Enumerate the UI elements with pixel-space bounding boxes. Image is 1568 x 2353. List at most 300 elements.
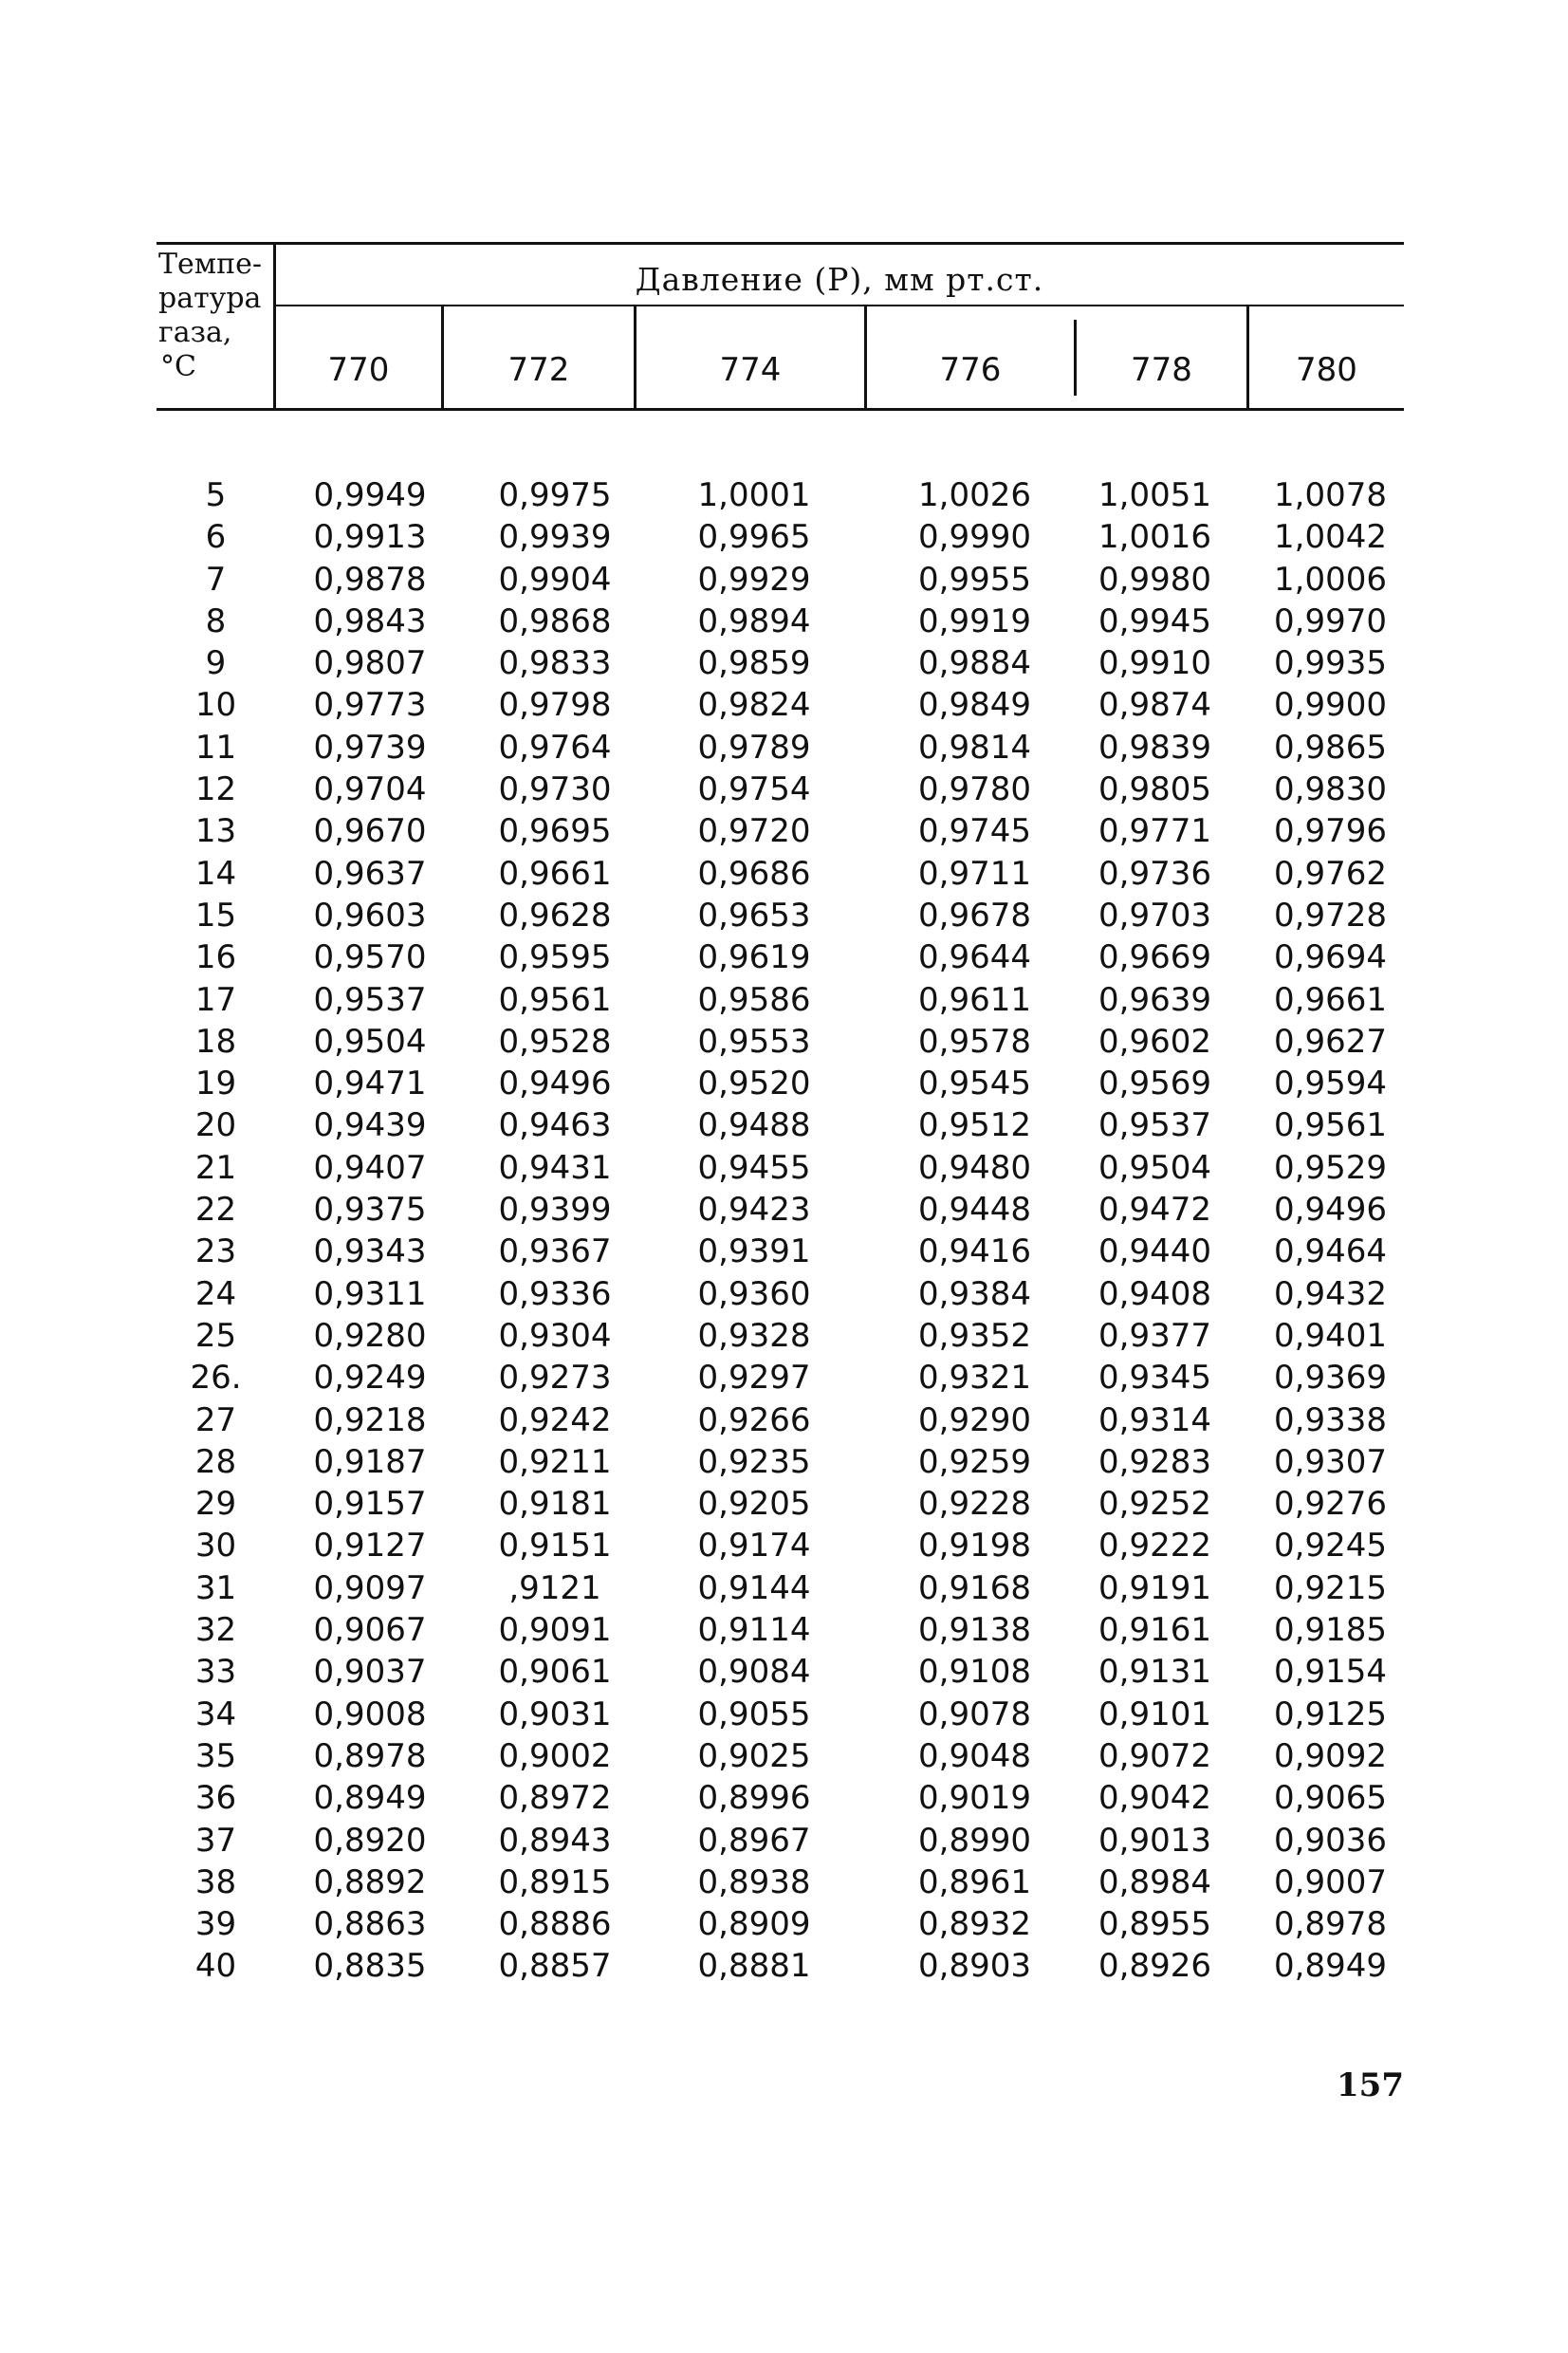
value-cell: 0,9235: [697, 1442, 811, 1481]
value-cell: 0,8915: [498, 1862, 612, 1901]
value-cell: 0,9878: [313, 560, 427, 599]
value-cell: 0,9127: [313, 1527, 427, 1566]
value-cell: 0,9101: [1098, 1695, 1211, 1733]
value-cell: 0,8990: [918, 1821, 1031, 1860]
value-cell: 0,9360: [697, 1274, 811, 1313]
table-row: [157, 769, 1404, 810]
value-cell: 0,9252: [1098, 1485, 1211, 1524]
value-cell: 0,9108: [918, 1653, 1031, 1692]
value-cell: 0,9439: [313, 1106, 427, 1145]
table-row: [157, 853, 1404, 895]
value-cell: 0,9198: [918, 1527, 1031, 1566]
value-cell: 0,9594: [1274, 1065, 1387, 1103]
value-cell: 0,9168: [918, 1568, 1031, 1607]
value-cell: 0,9739: [313, 728, 427, 767]
table-row: [157, 1104, 1404, 1146]
value-cell: 0,9910: [1098, 644, 1211, 683]
value-cell: 0,9471: [313, 1065, 427, 1103]
table-row: [157, 1777, 1404, 1819]
value-cell: 0,8943: [498, 1821, 612, 1860]
value-cell: 0,9569: [1098, 1065, 1211, 1103]
value-cell: 0,9290: [918, 1400, 1031, 1439]
temperature-cell: 32: [194, 1611, 237, 1650]
value-cell: 0,9970: [1274, 602, 1387, 640]
value-cell: 0,9545: [918, 1065, 1031, 1103]
value-cell: 0,9537: [313, 980, 427, 1019]
table-row: [157, 1945, 1404, 1987]
table-row: [157, 516, 1404, 558]
value-cell: 0,9273: [498, 1359, 612, 1398]
value-cell: 0,8886: [498, 1905, 612, 1944]
value-cell: 0,9025: [697, 1736, 811, 1775]
value-cell: 0,9695: [498, 812, 612, 851]
temperature-cell: 40: [194, 1947, 237, 1986]
column-header-774: 774: [719, 351, 782, 389]
table-row: [157, 474, 1404, 516]
value-cell: 0,9627: [1274, 1022, 1387, 1061]
value-cell: 0,9805: [1098, 770, 1211, 809]
value-cell: 0,9205: [697, 1485, 811, 1524]
value-cell: 0,8909: [697, 1905, 811, 1944]
value-cell: 0,9399: [498, 1191, 612, 1230]
value-cell: 0,9181: [498, 1485, 612, 1524]
value-cell: 0,9407: [313, 1148, 427, 1187]
value-cell: 0,9384: [918, 1274, 1031, 1313]
value-cell: 0,9603: [313, 896, 427, 935]
value-cell: 0,9504: [1098, 1148, 1211, 1187]
value-cell: 0,9807: [313, 644, 427, 683]
value-cell: 0,9408: [1098, 1274, 1211, 1313]
value-cell: 0,9661: [1274, 980, 1387, 1019]
temperature-cell: 29: [194, 1485, 237, 1524]
value-cell: 0,9431: [498, 1148, 612, 1187]
temperature-cell: 9: [205, 644, 227, 683]
value-cell: 0,9900: [1274, 686, 1387, 725]
column-header-770: 770: [327, 351, 390, 389]
value-cell: 0,8892: [313, 1862, 427, 1901]
value-cell: 0,9694: [1274, 938, 1387, 977]
value-cell: 0,9321: [918, 1359, 1031, 1398]
value-cell: 0,8938: [697, 1862, 811, 1901]
value-cell: 0,9211: [498, 1442, 612, 1481]
value-cell: 0,9061: [498, 1653, 612, 1692]
value-cell: 0,9242: [498, 1400, 612, 1439]
value-cell: 0,9955: [918, 560, 1031, 599]
value-cell: 0,9814: [918, 728, 1031, 767]
value-cell: 1,0051: [1098, 476, 1211, 514]
value-cell: 0,8903: [918, 1947, 1031, 1986]
value-cell: 0,8978: [313, 1736, 427, 1775]
value-cell: 0,8932: [918, 1905, 1031, 1944]
value-cell: 0,8863: [313, 1905, 427, 1944]
value-cell: 0,9670: [313, 812, 427, 851]
value-cell: 0,9537: [1098, 1106, 1211, 1145]
table-row: [157, 1862, 1404, 1903]
value-cell: 0,9520: [697, 1065, 811, 1103]
value-cell: 0,9639: [1098, 980, 1211, 1019]
value-cell: 0,9736: [1098, 854, 1211, 893]
value-cell: 0,9311: [313, 1274, 427, 1313]
table-row: [157, 559, 1404, 601]
temperature-cell: 33: [194, 1653, 237, 1692]
value-cell: 0,9586: [697, 980, 811, 1019]
value-cell: 0,9661: [498, 854, 612, 893]
value-cell: 0,9008: [313, 1695, 427, 1733]
value-cell: 0,9874: [1098, 686, 1211, 725]
value-cell: 0,9773: [313, 686, 427, 725]
value-cell: 0,9913: [313, 518, 427, 557]
column-header-780: 780: [1296, 351, 1357, 389]
value-cell: 0,9512: [918, 1106, 1031, 1145]
temperature-cell: 5: [205, 476, 227, 514]
column-header-772: 772: [507, 351, 570, 389]
table-body: [157, 474, 1404, 1988]
value-cell: 0,9561: [1274, 1106, 1387, 1145]
temperature-cell: 36: [194, 1779, 237, 1818]
value-cell: 0,9375: [313, 1191, 427, 1230]
value-cell: 0,9154: [1274, 1653, 1387, 1692]
value-cell: 0,9728: [1274, 896, 1387, 935]
value-cell: 0,9935: [1274, 644, 1387, 683]
value-cell: 0,9072: [1098, 1736, 1211, 1775]
value-cell: 0,9048: [918, 1736, 1031, 1775]
value-cell: 1,0006: [1274, 560, 1387, 599]
value-cell: 0,9602: [1098, 1022, 1211, 1061]
value-cell: 0,9833: [498, 644, 612, 683]
value-cell: 0,9839: [1098, 728, 1211, 767]
value-cell: 0,8996: [697, 1779, 811, 1818]
temperature-cell: 22: [194, 1191, 237, 1230]
temperature-cell: 12: [194, 770, 237, 809]
temperature-cell: 31: [194, 1568, 237, 1607]
temperature-cell: 15: [194, 896, 237, 935]
stub-header-line-1: Темпе-: [158, 248, 262, 281]
temperature-cell: 23: [194, 1232, 237, 1271]
value-cell: 1,0026: [918, 476, 1031, 514]
value-cell: 0,9031: [498, 1695, 612, 1733]
value-cell: 0,9669: [1098, 938, 1211, 977]
value-cell: 0,9480: [918, 1148, 1031, 1187]
table-row: [157, 1567, 1404, 1609]
temperature-cell: 21: [194, 1148, 237, 1187]
value-cell: 0,8881: [697, 1947, 811, 1986]
value-cell: 0,9703: [1098, 896, 1211, 935]
value-cell: 0,9764: [498, 728, 612, 767]
value-cell: 0,9259: [918, 1442, 1031, 1481]
table-row: [157, 1820, 1404, 1862]
value-cell: 0,9191: [1098, 1568, 1211, 1607]
value-cell: 0,9780: [918, 770, 1031, 809]
value-cell: 0,9894: [697, 602, 811, 640]
value-cell: 0,9745: [918, 812, 1031, 851]
value-cell: 0,9611: [918, 980, 1031, 1019]
value-cell: 0,9297: [697, 1359, 811, 1398]
value-cell: 0,9432: [1274, 1274, 1387, 1313]
table-row: [157, 727, 1404, 769]
value-cell: 1,0001: [697, 476, 811, 514]
value-cell: 0,9078: [918, 1695, 1031, 1733]
value-cell: 0,9463: [498, 1106, 612, 1145]
temperature-cell: 18: [194, 1022, 237, 1061]
value-cell: 0,8967: [697, 1821, 811, 1860]
value-cell: 0,9771: [1098, 812, 1211, 851]
value-cell: 0,9720: [697, 812, 811, 851]
value-cell: 0,9013: [1098, 1821, 1211, 1860]
value-cell: 0,9401: [1274, 1316, 1387, 1355]
value-cell: 0,9222: [1098, 1527, 1211, 1566]
value-cell: 0,8949: [1274, 1947, 1387, 1986]
value-cell: 0,9002: [498, 1736, 612, 1775]
table-row: [157, 1651, 1404, 1693]
value-cell: 0,9283: [1098, 1442, 1211, 1481]
value-cell: 0,9338: [1274, 1400, 1387, 1439]
table-row: [157, 1021, 1404, 1063]
table-row: [157, 1483, 1404, 1525]
temperature-cell: 35: [194, 1736, 237, 1775]
value-cell: 0,9218: [313, 1400, 427, 1439]
table-row: [157, 1609, 1404, 1651]
value-cell: 0,8857: [498, 1947, 612, 1986]
value-cell: 0,9097: [313, 1568, 427, 1607]
value-cell: 0,9065: [1274, 1779, 1387, 1818]
value-cell: 0,9929: [697, 560, 811, 599]
table-row: [157, 1735, 1404, 1777]
value-cell: 0,9975: [498, 476, 612, 514]
value-cell: 0,9730: [498, 770, 612, 809]
table-row: [157, 1315, 1404, 1357]
value-cell: 0,8984: [1098, 1862, 1211, 1901]
temperature-cell: 20: [194, 1106, 237, 1145]
value-cell: 0,9965: [697, 518, 811, 557]
header-top-rule: [157, 242, 1404, 245]
value-cell: 0,9678: [918, 896, 1031, 935]
value-cell: 0,9131: [1098, 1653, 1211, 1692]
value-cell: 0,9949: [313, 476, 427, 514]
value-cell: 0,9868: [498, 602, 612, 640]
temperature-cell: 39: [194, 1905, 237, 1944]
temperature-cell: 10: [194, 686, 237, 725]
temperature-cell: 28: [194, 1442, 237, 1481]
table-row: [157, 936, 1404, 978]
temperature-cell: 7: [205, 560, 227, 599]
value-cell: 0,9945: [1098, 602, 1211, 640]
value-cell: 0,8955: [1098, 1905, 1211, 1944]
table-header: [157, 242, 1404, 411]
value-cell: 0,9619: [697, 938, 811, 977]
value-cell: 0,9762: [1274, 854, 1387, 893]
value-cell: 0,9423: [697, 1191, 811, 1230]
table-row: [157, 684, 1404, 726]
temperature-cell: 17: [194, 980, 237, 1019]
value-cell: 0,9796: [1274, 812, 1387, 851]
value-cell: 0,9711: [918, 854, 1031, 893]
value-cell: 0,9448: [918, 1191, 1031, 1230]
value-cell: 1,0042: [1274, 518, 1387, 557]
value-cell: 0,9377: [1098, 1316, 1211, 1355]
table-row: [157, 895, 1404, 936]
value-cell: 0,9036: [1274, 1821, 1387, 1860]
value-cell: 0,9328: [697, 1316, 811, 1355]
value-cell: 0,9529: [1274, 1148, 1387, 1187]
table-row: [157, 1441, 1404, 1483]
table-row: [157, 1273, 1404, 1315]
column-header-778: 778: [1131, 351, 1192, 389]
temperature-cell: 24: [194, 1274, 237, 1313]
value-cell: 0,9037: [313, 1653, 427, 1692]
value-cell: 0,9084: [697, 1653, 811, 1692]
value-cell: 0,9980: [1098, 560, 1211, 599]
value-cell: 0,9304: [498, 1316, 612, 1355]
value-cell: 0,9055: [697, 1695, 811, 1733]
temperature-cell: 37: [194, 1821, 237, 1860]
table-row: [157, 1525, 1404, 1566]
value-cell: 0,9824: [697, 686, 811, 725]
value-cell: 0,9138: [918, 1611, 1031, 1650]
page-number: 157: [1337, 2066, 1404, 2104]
value-cell: 0,8961: [918, 1862, 1031, 1901]
table-row: [157, 810, 1404, 852]
value-cell: 0,9578: [918, 1022, 1031, 1061]
value-cell: 0,9553: [697, 1022, 811, 1061]
value-cell: 0,8978: [1274, 1905, 1387, 1944]
value-cell: 0,9307: [1274, 1442, 1387, 1481]
table-row: [157, 642, 1404, 684]
table-row: [157, 1903, 1404, 1945]
value-cell: 0,9352: [918, 1316, 1031, 1355]
value-cell: 0,9686: [697, 854, 811, 893]
table-row: [157, 1189, 1404, 1231]
temperature-cell: 38: [194, 1862, 237, 1901]
value-cell: 0,9798: [498, 686, 612, 725]
value-cell: 0,8972: [498, 1779, 612, 1818]
value-cell: 1,0016: [1098, 518, 1211, 557]
value-cell: 0,9391: [697, 1232, 811, 1271]
value-cell: 0,8920: [313, 1821, 427, 1860]
temperature-cell: 6: [205, 518, 227, 557]
temperature-cell: 11: [194, 728, 237, 767]
table-row: [157, 1357, 1404, 1399]
value-cell: 0,9653: [697, 896, 811, 935]
value-cell: 0,9369: [1274, 1359, 1387, 1398]
value-cell: 0,9472: [1098, 1191, 1211, 1230]
value-cell: 0,9228: [918, 1485, 1031, 1524]
temperature-cell: 26.: [190, 1359, 242, 1398]
value-cell: 0,9215: [1274, 1568, 1387, 1607]
table-row: [157, 1231, 1404, 1272]
stub-header: [158, 248, 277, 384]
value-cell: 0,9245: [1274, 1527, 1387, 1566]
value-cell: 0,9007: [1274, 1862, 1387, 1901]
value-cell: 0,9637: [313, 854, 427, 893]
stub-header-line-4: °C: [160, 350, 196, 383]
value-cell: 0,9570: [313, 938, 427, 977]
value-cell: 0,9849: [918, 686, 1031, 725]
value-cell: 0,9464: [1274, 1232, 1387, 1271]
value-cell: 0,9157: [313, 1485, 427, 1524]
value-cell: 0,9314: [1098, 1400, 1211, 1439]
value-cell: 0,9092: [1274, 1736, 1387, 1775]
value-cell: 0,9067: [313, 1611, 427, 1650]
value-cell: 0,9990: [918, 518, 1031, 557]
value-cell: 0,9276: [1274, 1485, 1387, 1524]
value-cell: 0,9345: [1098, 1359, 1211, 1398]
value-cell: 0,9884: [918, 644, 1031, 683]
value-cell: 0,9042: [1098, 1779, 1211, 1818]
value-cell: 0,9266: [697, 1400, 811, 1439]
value-cell: ,9121: [508, 1568, 601, 1607]
value-cell: 0,9644: [918, 938, 1031, 977]
value-cell: 0,9496: [1274, 1191, 1387, 1230]
temperature-cell: 13: [194, 812, 237, 851]
value-cell: 0,9144: [697, 1568, 811, 1607]
value-cell: 1,0078: [1274, 476, 1387, 514]
value-cell: 0,9416: [918, 1232, 1031, 1271]
value-cell: 0,9280: [313, 1316, 427, 1355]
column-header-776: 776: [939, 351, 1002, 389]
value-cell: 0,9496: [498, 1065, 612, 1103]
table-row: [157, 1147, 1404, 1189]
value-cell: 0,8949: [313, 1779, 427, 1818]
value-cell: 0,9161: [1098, 1611, 1211, 1650]
value-cell: 0,9843: [313, 602, 427, 640]
value-cell: 0,8926: [1098, 1947, 1211, 1986]
value-cell: 0,9628: [498, 896, 612, 935]
group-header-rule: [275, 305, 1404, 306]
table-row: [157, 1063, 1404, 1104]
temperature-cell: 19: [194, 1065, 237, 1103]
value-cell: 0,9187: [313, 1442, 427, 1481]
table-row: [157, 601, 1404, 642]
table-row: [157, 1694, 1404, 1735]
value-cell: 0,9859: [697, 644, 811, 683]
value-cell: 0,9343: [313, 1232, 427, 1271]
value-cell: 0,9704: [313, 770, 427, 809]
table-row: [157, 1399, 1404, 1441]
value-cell: 0,9249: [313, 1359, 427, 1398]
value-cell: 0,9367: [498, 1232, 612, 1271]
value-cell: 0,9019: [918, 1779, 1031, 1818]
value-cell: 0,9174: [697, 1527, 811, 1566]
value-cell: 0,9455: [697, 1148, 811, 1187]
pressure-group-header: Давление (Р), мм рт.ст.: [635, 261, 1044, 298]
stub-header-line-3: газа,: [158, 316, 232, 349]
temperature-cell: 27: [194, 1400, 237, 1439]
temperature-cell: 34: [194, 1695, 237, 1733]
value-cell: 0,9595: [498, 938, 612, 977]
value-cell: 0,9754: [697, 770, 811, 809]
value-cell: 0,9151: [498, 1527, 612, 1566]
value-cell: 0,9091: [498, 1611, 612, 1650]
value-cell: 0,9830: [1274, 770, 1387, 809]
value-cell: 0,8835: [313, 1947, 427, 1986]
temperature-cell: 30: [194, 1527, 237, 1566]
value-cell: 0,9114: [697, 1611, 811, 1650]
value-cell: 0,9488: [697, 1106, 811, 1145]
value-cell: 0,9865: [1274, 728, 1387, 767]
value-cell: 0,9528: [498, 1022, 612, 1061]
value-cell: 0,9504: [313, 1022, 427, 1061]
value-cell: 0,9904: [498, 560, 612, 599]
temperature-cell: 16: [194, 938, 237, 977]
temperature-cell: 25: [194, 1316, 237, 1355]
value-cell: 0,9125: [1274, 1695, 1387, 1733]
value-cell: 0,9336: [498, 1274, 612, 1313]
temperature-cell: 8: [205, 602, 227, 640]
table-row: [157, 979, 1404, 1021]
value-cell: 0,9789: [697, 728, 811, 767]
value-cell: 0,9185: [1274, 1611, 1387, 1650]
value-cell: 0,9440: [1098, 1232, 1211, 1271]
